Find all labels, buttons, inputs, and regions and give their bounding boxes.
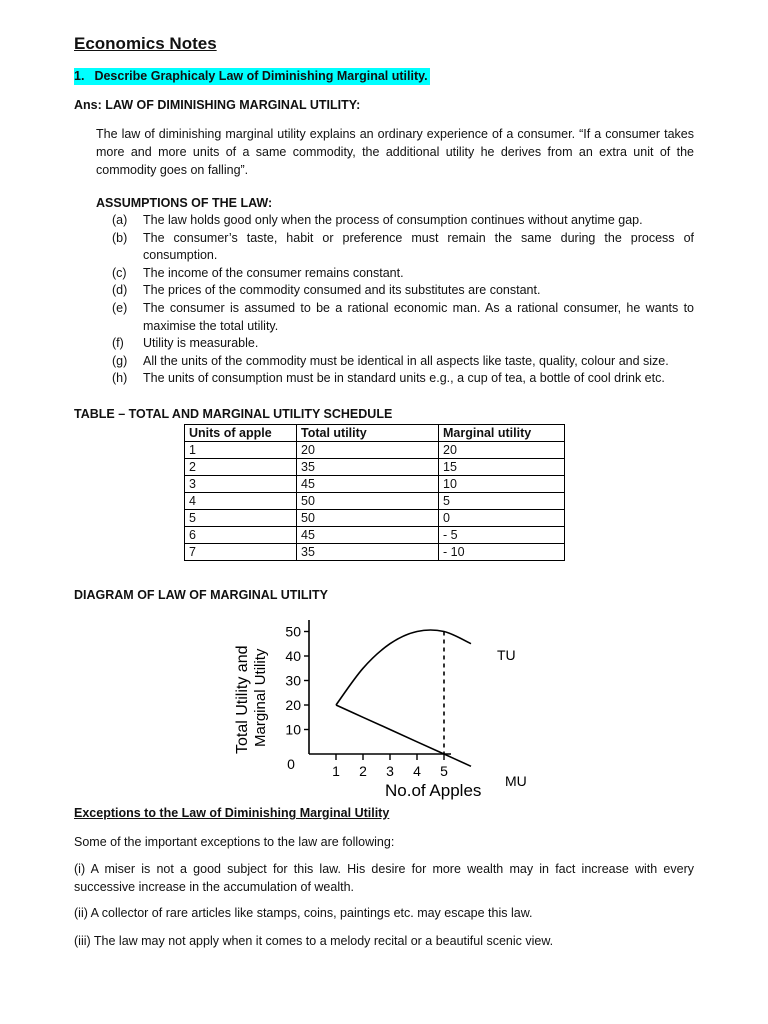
y-axis-label-line1: Total Utility and: [234, 645, 251, 754]
table-cell: 0: [439, 510, 565, 527]
x-tick-label: 2: [359, 763, 367, 779]
assumptions-heading: ASSUMPTIONS OF THE LAW:: [96, 196, 273, 210]
y-tick-label: 20: [285, 697, 301, 713]
intro-paragraph: The law of diminishing marginal utility explains an ordinary experience of a consumer. “If a consumer takes more and more units of a same commodity, the additional utility he derives from an extra unit of the commodity goes on falling”.: [96, 127, 694, 177]
table-row: [185, 544, 565, 561]
table-cell: 15: [439, 459, 565, 476]
x-axis-label: No.of Apples: [385, 781, 482, 800]
list-item: [112, 265, 694, 283]
x-tick-label: 5: [440, 763, 448, 779]
y-tick-label: 40: [285, 648, 301, 664]
exception-item: (iii) The law may not apply when it comes to a melody recital or a beautiful scenic view.: [74, 934, 554, 948]
assumptions-list: [112, 212, 694, 388]
x-tick-label: 4: [413, 763, 421, 779]
table-cell: 50: [297, 510, 439, 527]
table-cell: 7: [185, 544, 297, 561]
column-header: Units of apple: [185, 425, 297, 442]
item-text: All the units of the commodity must be identical in all aspects like taste, quality, colour and size.: [143, 353, 669, 368]
table-cell: 20: [297, 442, 439, 459]
table-heading: TABLE – TOTAL AND MARGINAL UTILITY SCHEDULE: [74, 407, 393, 421]
table-cell: 45: [297, 527, 439, 544]
item-text: The law holds good only when the process of consumption continues without anytime gap.: [143, 213, 643, 227]
item-text: The consumer is assumed to be a rational economic man. As a rational consumer, he wants to maximise the total utility.: [143, 300, 694, 333]
x-tick-label: 1: [332, 763, 340, 779]
list-item: [112, 335, 694, 353]
table-row: [185, 476, 565, 493]
item-label: (g): [112, 353, 128, 368]
question-heading: [74, 68, 430, 85]
list-item: [112, 230, 694, 265]
y-tick-label: 10: [285, 721, 301, 738]
table-cell: 5: [185, 510, 297, 527]
exceptions-intro: Some of the important exceptions to the law are following:: [74, 835, 395, 849]
list-item: [112, 353, 694, 371]
table-row: [185, 459, 565, 476]
table-cell: 35: [297, 544, 439, 561]
x-tick-label: 3: [386, 763, 394, 779]
item-text: Utility is measurable.: [143, 336, 259, 351]
utility-schedule-table: [184, 424, 565, 561]
table-cell: - 5: [439, 527, 565, 544]
page-title: Economics Notes: [74, 34, 217, 53]
diagram-heading: DIAGRAM OF LAW OF MARGINAL UTILITY: [74, 588, 328, 602]
y-tick-label: 50: [285, 623, 301, 640]
mu-curve: [336, 705, 471, 766]
question-number: 1.: [74, 69, 85, 83]
item-text: The consumer’s taste, habit or preference must remain the same during the process of consumption.: [143, 230, 694, 263]
table-row: [185, 527, 565, 544]
table-cell: 45: [297, 476, 439, 493]
column-header: Total utility: [297, 425, 439, 442]
y-axis-label-line2: Marginal Utility: [252, 648, 269, 747]
question-text: Describe Graphicaly Law of Diminishing Marginal utility.: [94, 69, 428, 83]
list-item: [112, 370, 694, 388]
origin-label: 0: [287, 756, 295, 772]
item-text: The units of consumption must be in standard units e.g., a cup of tea, a bottle of cool drink etc.: [143, 371, 665, 386]
utility-chart: [225, 612, 545, 804]
list-item: [112, 212, 694, 230]
table-row: [185, 510, 565, 527]
table-row: [185, 493, 565, 510]
exception-item: (i) A miser is not a good subject for this law. His desire for more wealth may in fact increase with every successive increase in the accumulation of wealth.: [74, 862, 694, 894]
tu-label: TU: [497, 647, 516, 663]
table-cell: 3: [185, 476, 297, 493]
item-label: (e): [112, 300, 128, 315]
column-header: Marginal utility: [439, 425, 565, 442]
table-row: [185, 442, 565, 459]
table-cell: 6: [185, 527, 297, 544]
item-label: (h): [112, 371, 128, 386]
list-item: [112, 282, 694, 300]
mu-label: MU: [505, 773, 527, 789]
item-label: (d): [112, 283, 128, 298]
table-cell: - 10: [439, 544, 565, 561]
item-label: (b): [112, 230, 128, 245]
table-cell: 4: [185, 493, 297, 510]
exceptions-heading: Exceptions to the Law of Diminishing Marginal Utility: [74, 806, 390, 820]
table-cell: 35: [297, 459, 439, 476]
item-label: (c): [112, 265, 127, 280]
table-cell: 1: [185, 442, 297, 459]
item-label: (a): [112, 213, 128, 227]
item-text: The prices of the commodity consumed and its substitutes are constant.: [143, 283, 541, 298]
answer-heading: Ans: LAW OF DIMINISHING MARGINAL UTILITY:: [74, 98, 361, 112]
exception-item: (ii) A collector of rare articles like stamps, coins, paintings etc. may escape this law.: [74, 906, 533, 920]
list-item: [112, 300, 694, 335]
table-cell: 20: [439, 442, 565, 459]
table-header-row: [185, 425, 565, 442]
table-cell: 50: [297, 493, 439, 510]
y-tick-label: 30: [285, 672, 301, 689]
table-cell: 5: [439, 493, 565, 510]
tu-curve: [336, 630, 471, 705]
item-text: The income of the consumer remains constant.: [143, 265, 404, 280]
table-cell: 2: [185, 459, 297, 476]
item-label: (f): [112, 336, 124, 351]
table-cell: 10: [439, 476, 565, 493]
